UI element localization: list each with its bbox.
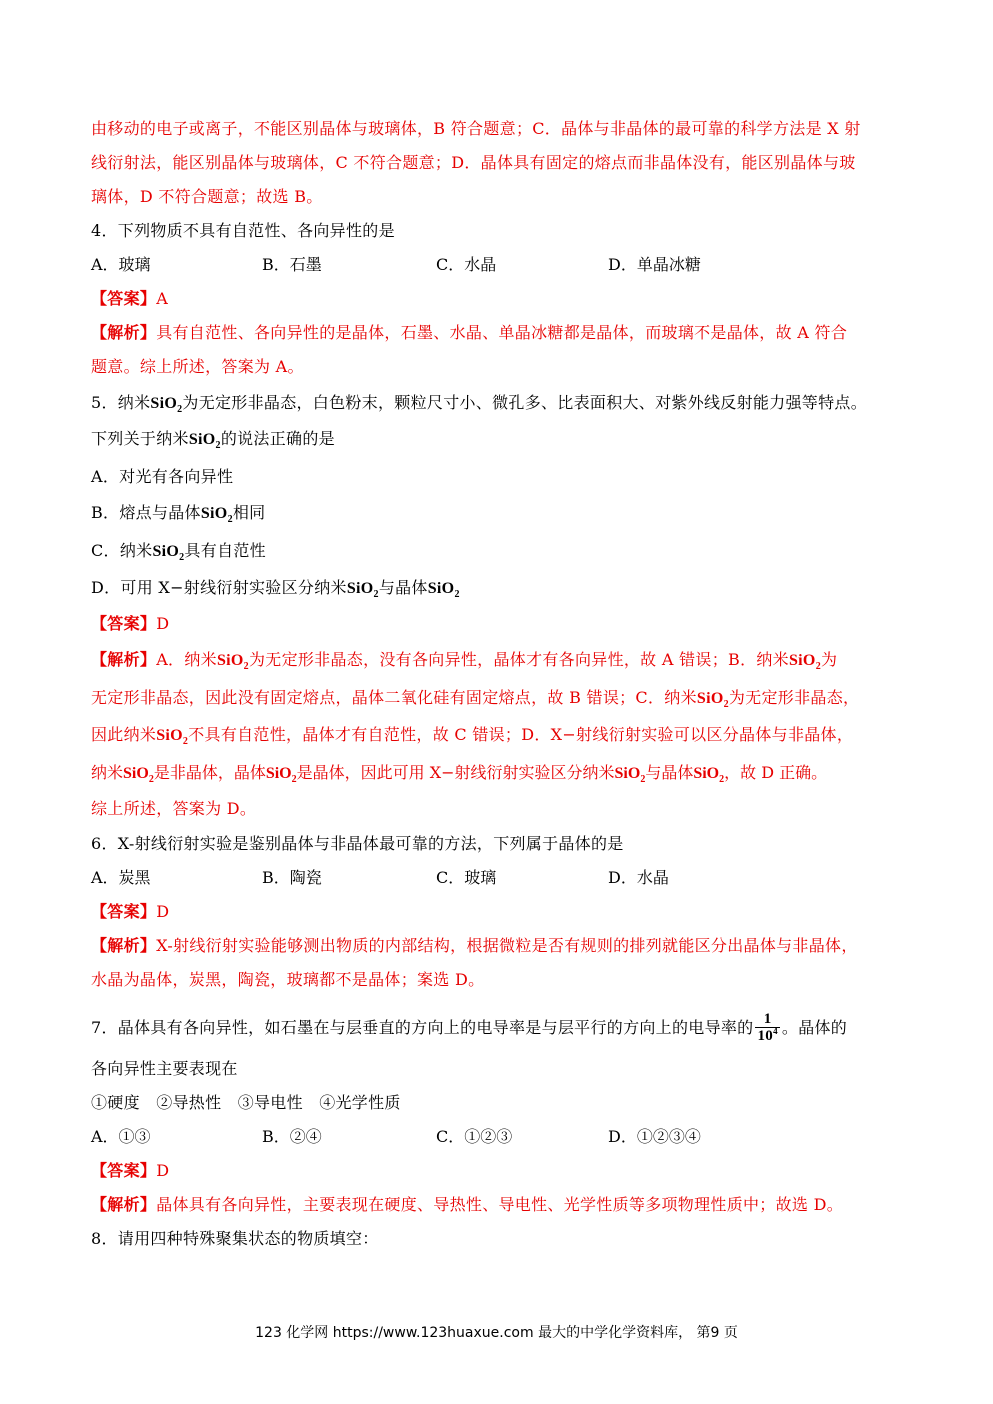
formula-text: SiO xyxy=(152,543,180,560)
formula-text: SiO xyxy=(156,727,183,744)
answer-tag: 【答案】 xyxy=(91,1161,157,1180)
q6-stem: 6．X-射线衍射实验是鉴别晶体与非晶体最可靠的方法，下列属于晶体的是 xyxy=(91,834,624,853)
q8-stem: 8．请用四种特殊聚集状态的物质填空： xyxy=(91,1229,379,1248)
q7-option-a: A．①③ xyxy=(91,1127,151,1146)
q4-option-c: C．水晶 xyxy=(436,255,497,274)
q4-stem: 4．下列物质不具有自范性、各向异性的是 xyxy=(91,221,395,240)
q7-items: ①硬度 ②导热性 ③导电性 ④光学性质 xyxy=(91,1093,401,1112)
formula-text: SiO xyxy=(150,395,178,412)
formula-sio2 xyxy=(123,765,154,785)
formula-sio2 xyxy=(265,765,297,785)
fraction-denominator xyxy=(755,1028,779,1044)
text: 为 xyxy=(821,650,838,669)
answer-value: A xyxy=(156,289,169,308)
q7-answer xyxy=(91,1160,169,1182)
q7-stem-line-2: 各向异性主要表现在 xyxy=(91,1059,238,1078)
formula-text: SiO xyxy=(788,652,816,669)
answer-value: D xyxy=(156,614,170,633)
text: 无定形非晶态，因此没有固定熔点，晶体二氧化硅有固定熔点，故 B 错误；C．纳米 xyxy=(91,688,697,707)
q4-analysis-line-1 xyxy=(91,322,847,344)
q7-stem-line-1 xyxy=(91,1012,847,1045)
formula-subscript: 2 xyxy=(179,552,185,563)
q6-option-a: A．炭黑 xyxy=(91,868,151,887)
q5-analysis-line-5: 综上所述，答案为 D。 xyxy=(91,799,257,818)
text: 5．纳米 xyxy=(91,393,151,412)
q5-analysis-line-2 xyxy=(91,687,859,710)
formula-subscript: 2 xyxy=(723,699,729,710)
q6-analysis-line-1 xyxy=(91,935,858,957)
text: 。晶体的 xyxy=(781,1018,848,1037)
text: 因此纳米 xyxy=(91,725,157,744)
q5-option-b xyxy=(91,502,265,525)
formula-subscript: 2 xyxy=(373,589,379,600)
fraction-numerator: 1 xyxy=(755,1011,779,1028)
answer-tag: 【答案】 xyxy=(91,289,157,308)
formula-sio2 xyxy=(216,652,249,672)
page-footer: 123 化学网 https://www.123huaxue.com 最大的中学化学资料库， 第9 页 xyxy=(255,1325,738,1341)
analysis-continuation-line-3: 璃体，D 不符合题意；故选 B。 xyxy=(91,187,323,206)
answer-tag: 【答案】 xyxy=(91,902,157,921)
text: D．可用 X−射线衍射实验区分纳米 xyxy=(91,578,347,597)
formula-sio2 xyxy=(150,395,183,415)
analysis-tag: 【解析】 xyxy=(91,936,157,955)
text: 是晶体，因此可用 X−射线衍射实验区分纳米 xyxy=(296,763,615,782)
text: ，故 D 正确。 xyxy=(724,763,828,782)
text: 晶体具有各向异性，主要表现在硬度、导热性、导电性、光学性质等多项物理性质中；故选 D。 xyxy=(156,1195,844,1214)
formula-text: SiO xyxy=(216,652,244,669)
formula-subscript: 2 xyxy=(291,774,297,785)
q5-stem-line-1 xyxy=(91,392,867,415)
q5-stem-line-2 xyxy=(91,428,335,451)
text: 下列关于纳米 xyxy=(91,429,189,448)
answer-value: D xyxy=(156,1161,170,1180)
text: 7．晶体具有各向异性，如石墨在与层垂直的方向上的电导率是与层平行的方向上的电导率的 xyxy=(91,1018,754,1037)
q7-analysis-line-1 xyxy=(91,1194,843,1216)
formula-subscript: 2 xyxy=(177,404,183,415)
answer-tag: 【答案】 xyxy=(91,614,157,633)
denominator-base: 10 xyxy=(757,1028,774,1044)
formula-sio2 xyxy=(346,580,379,600)
denominator-exponent: 4 xyxy=(773,1026,778,1036)
formula-sio2 xyxy=(693,765,725,785)
formula-subscript: 2 xyxy=(243,661,249,672)
text: C．纳米 xyxy=(91,541,153,560)
formula-sio2 xyxy=(200,505,233,525)
q5-analysis-line-4 xyxy=(91,762,827,785)
text: 相同 xyxy=(232,503,266,522)
text: 是非晶体，晶体 xyxy=(153,763,266,782)
q6-analysis-line-2: 水晶为晶体，炭黑，陶瓷，玻璃都不是晶体；案选 D。 xyxy=(91,970,485,989)
formula-sio2 xyxy=(614,765,646,785)
q5-option-a: A．对光有各向异性 xyxy=(91,467,234,486)
formula-subscript: 2 xyxy=(215,440,221,451)
answer-value: D xyxy=(156,902,170,921)
q7-option-c: C．①②③ xyxy=(436,1127,513,1146)
formula-text: SiO xyxy=(265,765,292,782)
formula-text: SiO xyxy=(427,580,455,597)
formula-subscript: 2 xyxy=(454,589,460,600)
formula-sio2 xyxy=(156,727,189,747)
q5-option-c xyxy=(91,540,266,563)
formula-text: SiO xyxy=(200,505,228,522)
text: B．熔点与晶体 xyxy=(91,503,201,522)
text: 为无定形非晶态，白色粉末，颗粒尺寸小、微孔多、比表面积大、对紫外线反射能力强等特点。 xyxy=(182,393,868,412)
formula-text: SiO xyxy=(188,431,216,448)
text: 为无定形非晶态，没有各向异性，晶体才有各向异性，故 A 错误；B．纳米 xyxy=(248,650,789,669)
q5-option-d xyxy=(91,577,460,600)
analysis-tag: 【解析】 xyxy=(91,650,157,669)
q7-option-d: D．①②③④ xyxy=(608,1127,701,1146)
formula-sio2 xyxy=(188,431,221,451)
text: 与晶体 xyxy=(645,763,694,782)
analysis-tag: 【解析】 xyxy=(91,1195,157,1214)
analysis-tag: 【解析】 xyxy=(91,323,157,342)
q5-analysis-line-3 xyxy=(91,724,853,747)
formula-subscript: 2 xyxy=(227,514,233,525)
fraction xyxy=(755,1011,779,1044)
formula-subscript: 2 xyxy=(719,774,725,785)
q6-option-d: D．水晶 xyxy=(608,868,669,887)
text: 为无定形非晶态， xyxy=(728,688,860,707)
q4-answer xyxy=(91,288,168,310)
q6-option-c: C．玻璃 xyxy=(436,868,497,887)
analysis-continuation-line-2: 线衍射法，能区别晶体与玻璃体，C 不符合题意；D．晶体具有固定的熔点而非晶体没有，能区别晶体与玻 xyxy=(91,153,856,172)
formula-subscript: 2 xyxy=(640,774,646,785)
text: A．纳米 xyxy=(156,650,217,669)
formula-sio2 xyxy=(696,690,729,710)
analysis-continuation-line-1: 由移动的电子或离子，不能区别晶体与玻璃体，B 符合题意；C．晶体与非晶体的最可靠的科学方法是 X 射 xyxy=(91,119,861,138)
text: X-射线衍射实验能够测出物质的内部结构，根据微粒是否有规则的排列就能区分出晶体与非晶体， xyxy=(156,936,858,955)
text: 的说法正确的是 xyxy=(220,429,335,448)
formula-text: SiO xyxy=(693,765,720,782)
q4-analysis-line-2: 题意。综上所述，答案为 A。 xyxy=(91,357,304,376)
formula-sio2 xyxy=(788,652,821,672)
formula-subscript: 2 xyxy=(182,736,189,747)
q4-option-a: A．玻璃 xyxy=(91,255,151,274)
q4-option-b: B．石墨 xyxy=(262,255,322,274)
formula-subscript: 2 xyxy=(148,774,154,785)
formula-text: SiO xyxy=(346,580,374,597)
text: 不具有自范性，晶体才有自范性，故 C 错误；D．X−射线衍射实验可以区分晶体与非晶体， xyxy=(188,725,854,744)
q7-option-b: B．②④ xyxy=(262,1127,322,1146)
q5-analysis-line-1 xyxy=(91,649,837,672)
text: 纳米 xyxy=(91,763,124,782)
analysis-text: 具有自范性、各向异性的是晶体，石墨、水晶、单晶冰糖都是晶体，而玻璃不是晶体，故 A 符合 xyxy=(156,323,848,342)
q6-answer xyxy=(91,901,169,923)
formula-sio2 xyxy=(427,580,460,600)
formula-text: SiO xyxy=(123,765,149,782)
formula-sio2 xyxy=(152,543,185,563)
formula-subscript: 2 xyxy=(815,661,821,672)
q6-option-b: B．陶瓷 xyxy=(262,868,322,887)
formula-text: SiO xyxy=(696,690,724,707)
text: 具有自范性 xyxy=(184,541,266,560)
q5-answer xyxy=(91,613,169,635)
formula-text: SiO xyxy=(614,765,641,782)
text: 与晶体 xyxy=(378,578,428,597)
q4-option-d: D．单晶冰糖 xyxy=(608,255,701,274)
